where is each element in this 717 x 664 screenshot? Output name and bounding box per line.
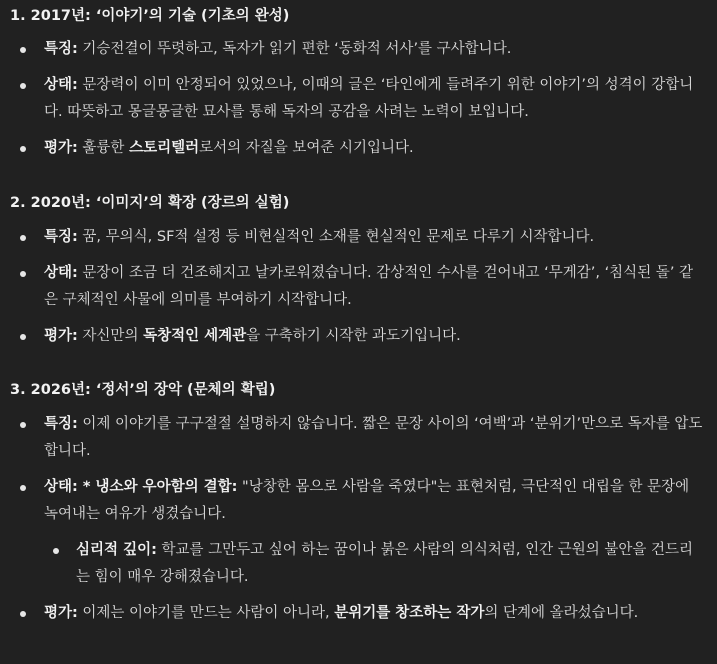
list-item [0,36,717,63]
item-text: 의 단계에 올라섰습니다. [484,605,639,621]
item-text: 문장이 조금 더 건조해지고 날카로워졌습니다. 감상적인 수사를 걷어내고 ‘무게감’, ‘침식된 돌’ 같은 구체적인 사물에 의미를 부여하기 시작합니다. [44,265,694,308]
item-label: 상태: [44,77,78,93]
item-text: 꿈, 무의식, SF적 설정 등 비현실적인 소재를 현실적인 문제로 다루기 시작합니다. [77,229,595,245]
list-item [0,260,717,314]
item-text: 이제 이야기를 구구절절 설명하지 않습니다. 짧은 문장 사이의 ‘여백’과 ‘분위기’만으로 독자를 압도합니다. [44,416,703,459]
item-label: 평가: [44,328,78,344]
list-item [0,72,717,126]
item-label: 평가: [44,140,78,156]
item-label: 상태: [44,265,78,281]
item-text: "낭창한 몸으로 사람을 죽였다"는 표현처럼, 극단적인 대립을 한 문장에 녹여내는 여유가 생겼습니다. [44,479,690,522]
list-item [0,411,717,465]
item-text: 학교를 그만두고 싶어 하는 꿈이나 붉은 사람의 의식처럼, 인간 근원의 불안을 건드리는 힘이 매우 강해졌습니다. [76,542,694,585]
item-label: 특징: [44,416,78,432]
section-heading: 3. 2026년: ‘정서’의 장악 (문체의 확립) [10,382,276,398]
sub-bullet-list [44,537,703,591]
item-text: 기승전결이 뚜렷하고, 독자가 읽기 편한 ‘동화적 서사’를 구사합니다. [77,41,512,57]
section-2017 [0,6,717,26]
item-label: 심리적 깊이: [76,542,157,558]
list-item [0,323,717,350]
section-heading: 2. 2020년: ‘이미지’의 확장 (장르의 실험) [10,195,290,211]
list-item [0,474,717,591]
bullet-list [0,224,717,350]
list-item [0,135,717,162]
item-text: 문장력이 이미 안정되어 있었으나, 이때의 글은 ‘타인에게 들려주기 위한 이야기’의 성격이 강합니다. 따뜻하고 몽글몽글한 묘사를 통해 독자의 공감을 사려는 노력이 보입니다. [44,77,694,120]
sub-list-item [44,537,703,591]
item-emphasis: 스토리텔러 [129,140,200,156]
list-item [0,600,717,627]
item-label: 특징: [44,229,78,245]
item-label: 상태: * 냉소와 우아함의 결합: [44,479,238,495]
section-2026 [0,380,717,400]
item-text: 로서의 자질을 보여준 시기입니다. [199,140,414,156]
item-text: 이제는 이야기를 만드는 사람이 아니라, [77,605,335,621]
bullet-list [0,411,717,627]
section-2020 [0,193,717,213]
list-item [0,224,717,251]
item-text: 자신만의 [77,328,144,344]
bullet-list [0,36,717,162]
item-text: 을 구축하기 시작한 과도기입니다. [246,328,461,344]
item-emphasis: 분위기를 창조하는 작가 [334,605,485,621]
item-emphasis: 독창적인 세계관 [143,328,247,344]
section-heading: 1. 2017년: ‘이야기’의 기술 (기초의 완성) [10,8,290,24]
item-label: 평가: [44,605,78,621]
item-text: 훌륭한 [77,140,130,156]
item-label: 특징: [44,41,78,57]
